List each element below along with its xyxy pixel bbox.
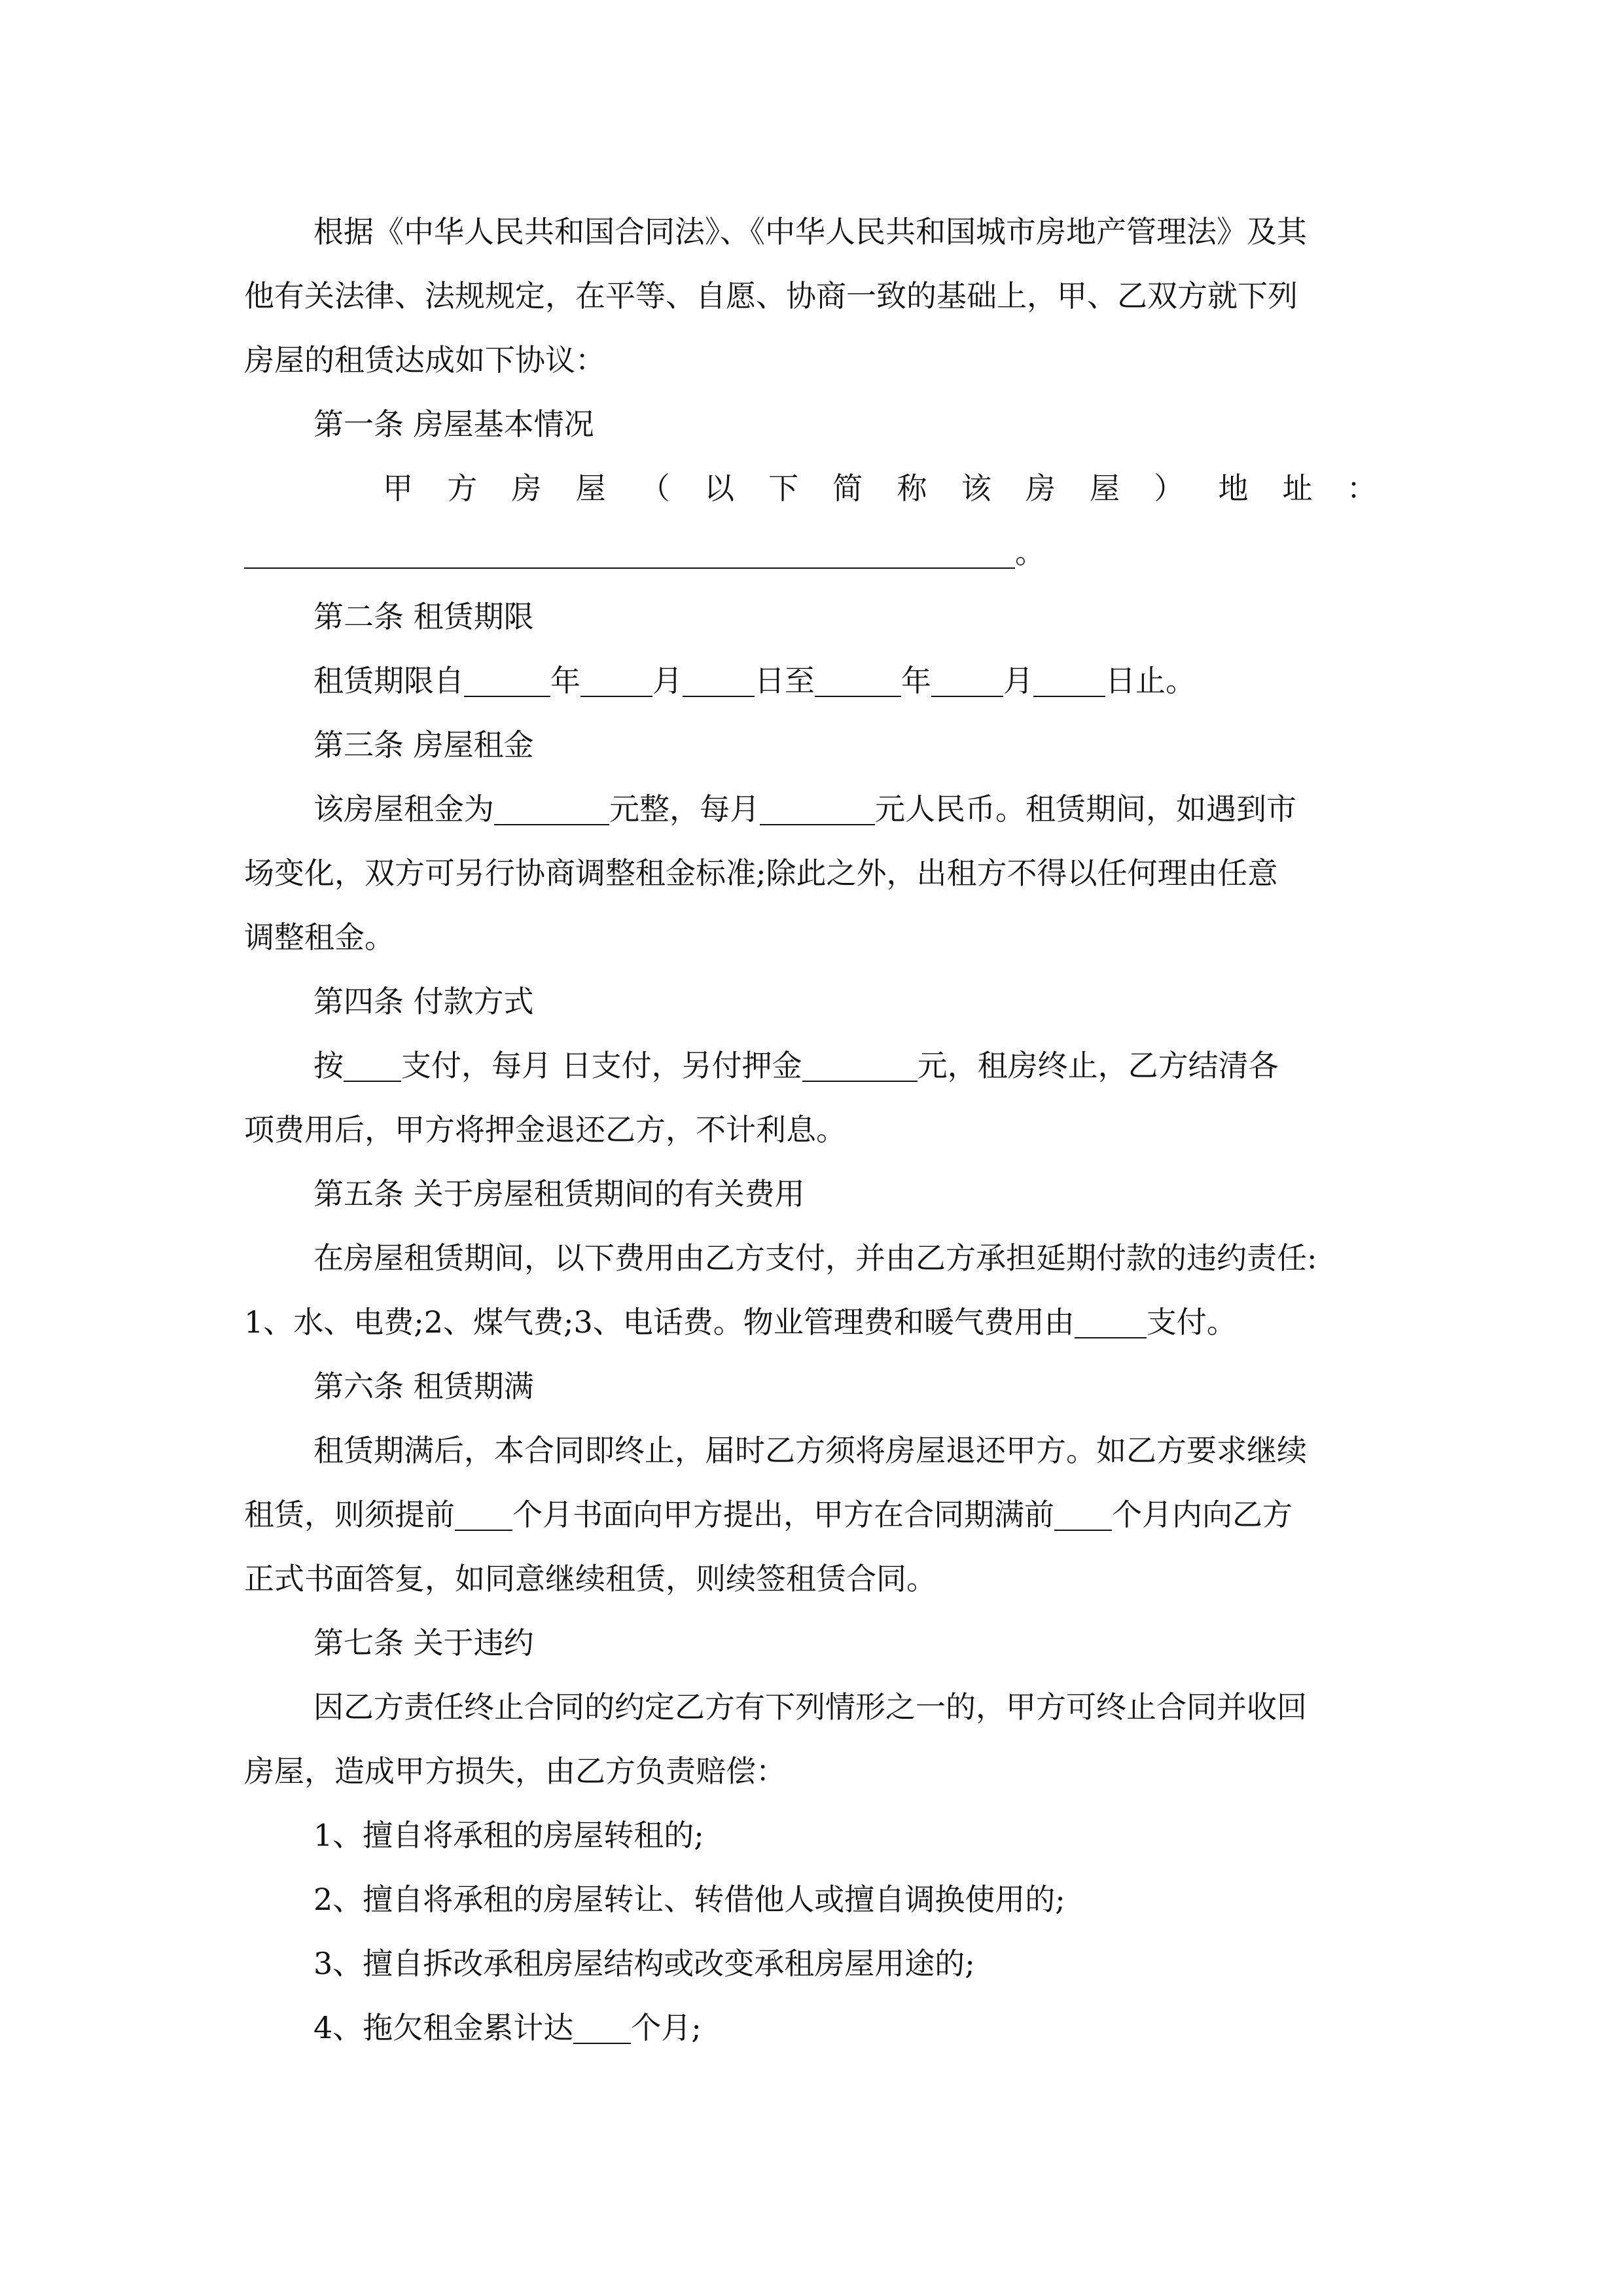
- address-char: 址: [1282, 471, 1313, 506]
- address-char: （: [639, 471, 670, 506]
- term-text: 日止。: [1105, 663, 1196, 698]
- article-6-line-3: 正式书面答复，如同意继续租赁，则续签租赁合同。: [244, 1561, 936, 1596]
- rent-text: 该房屋租金为: [313, 791, 494, 827]
- intro-line-3: 房屋的租赁达成如下协议：: [244, 342, 605, 378]
- term-text: 年: [550, 663, 580, 698]
- rent-text: 元整，每月: [609, 791, 760, 827]
- article-5-line-2: [244, 1290, 1386, 1354]
- article-2-term-line: [244, 649, 1386, 713]
- term-text: 月: [652, 663, 683, 698]
- address-char: 房: [511, 471, 542, 506]
- article-7-item-4: [244, 1996, 1386, 2060]
- end-year-blank[interactable]: [815, 664, 901, 697]
- payment-method-blank[interactable]: [344, 1049, 401, 1082]
- start-day-blank[interactable]: [683, 664, 755, 697]
- term-text: 月: [1003, 663, 1033, 698]
- article-5-line-1: 在房屋租赁期间，以下费用由乙方支付，并由乙方承担延期付款的违约责任:: [313, 1240, 1317, 1276]
- address-char: 以: [704, 471, 734, 506]
- deposit-blank[interactable]: [802, 1049, 918, 1082]
- article-7-line-2: 房屋，造成甲方损失，由乙方负责赔偿：: [244, 1753, 786, 1789]
- arrears-text: 4、拖欠租金累计达: [313, 2010, 574, 2045]
- payment-text: 按: [313, 1048, 344, 1083]
- end-month-blank[interactable]: [931, 664, 1003, 697]
- start-year-blank[interactable]: [464, 664, 550, 697]
- term-text: 年: [901, 663, 931, 698]
- address-blank[interactable]: [244, 536, 1015, 569]
- term-text: 租赁期限自: [313, 663, 464, 698]
- address-char: 房: [1025, 471, 1056, 506]
- address-char: 甲: [383, 471, 413, 506]
- article-1-title: 第一条 房屋基本情况: [313, 406, 594, 442]
- article-7-title: 第七条 关于违约: [313, 1625, 534, 1660]
- term-text: 日至: [755, 663, 815, 698]
- address-char: ：: [1346, 471, 1377, 506]
- article-7-item-1: 1、擅自将承租的房屋转租的;: [313, 1818, 704, 1853]
- article-3-title: 第三条 房屋租金: [313, 727, 534, 762]
- arrears-months-blank[interactable]: [573, 2011, 631, 2044]
- contract-page: [244, 200, 1386, 2060]
- renewal-text: 个月书面向甲方提出，甲方在合同期满前: [512, 1497, 1054, 1532]
- arrears-text: 个月;: [631, 2010, 702, 2045]
- article-2-title: 第二条 租赁期限: [313, 599, 534, 634]
- intro-line-2: 他有关法律、法规规定，在平等、自愿、协商一致的基础上，甲、乙双方就下列: [244, 278, 1298, 314]
- fees-text: 1、水、电费;2、煤气费;3、电话费。物业管理费和暖气费用由: [244, 1304, 1075, 1340]
- address-char: 屋: [575, 471, 606, 506]
- article-7-line-1: 因乙方责任终止合同的约定乙方有下列情形之一的，甲方可终止合同并收回: [313, 1689, 1307, 1725]
- article-6-line-1: 租赁期满后，本合同即终止，届时乙方须将房屋退还甲方。如乙方要求继续: [313, 1433, 1307, 1468]
- article-3-line-1: [244, 777, 1386, 841]
- rent-text: 元人民币。租赁期间，如遇到市: [875, 791, 1296, 827]
- address-char: 该: [961, 471, 991, 506]
- reply-months-blank[interactable]: [1054, 1498, 1112, 1531]
- article-3-line-3: 调整租金。: [244, 920, 395, 955]
- article-1-address-label: [244, 456, 1386, 520]
- article-1-address-line: [244, 520, 1386, 584]
- article-7-item-2: 2、擅自将承租的房屋转让、转借他人或擅自调换使用的;: [313, 1882, 1065, 1917]
- end-day-blank[interactable]: [1033, 664, 1105, 697]
- address-char: 屋: [1090, 471, 1120, 506]
- address-char: 简: [832, 471, 863, 506]
- article-4-title: 第四条 付款方式: [313, 984, 534, 1019]
- notice-months-blank[interactable]: [455, 1498, 512, 1531]
- article-6-title: 第六条 租赁期满: [313, 1369, 534, 1404]
- article-4-line-2: 项费用后，甲方将押金退还乙方，不计利息。: [244, 1112, 846, 1147]
- address-char: 地: [1218, 471, 1249, 506]
- address-char: ）: [1154, 471, 1185, 506]
- fees-payer-blank[interactable]: [1075, 1306, 1147, 1338]
- payment-text: 支付，每月 日支付，另付押金: [401, 1048, 802, 1083]
- address-char: 方: [447, 471, 478, 506]
- payment-text: 元，租房终止，乙方结清各: [917, 1048, 1279, 1083]
- article-7-item-3: 3、擅自拆改承租房屋结构或改变承租房屋用途的;: [313, 1946, 975, 1981]
- address-char: 下: [768, 471, 799, 506]
- intro-line-1: 根据《中华人民共和国合同法》、《中华人民共和国城市房地产管理法》及其: [313, 214, 1307, 249]
- renewal-text: 个月内向乙方: [1112, 1497, 1293, 1532]
- rent-monthly-blank[interactable]: [760, 793, 875, 825]
- rent-total-blank[interactable]: [494, 793, 609, 825]
- article-6-line-2: [244, 1482, 1386, 1547]
- start-month-blank[interactable]: [580, 664, 652, 697]
- fees-text: 支付。: [1146, 1304, 1237, 1340]
- article-4-line-1: [244, 1033, 1386, 1098]
- renewal-text: 租赁，则须提前: [244, 1497, 455, 1532]
- article-3-line-2: 场变化，双方可另行协商调整租金标准;除此之外，出租方不得以任何理由任意: [244, 855, 1278, 891]
- article-5-title: 第五条 关于房屋租赁期间的有关费用: [313, 1176, 805, 1211]
- address-char: 称: [897, 471, 927, 506]
- address-end: 。: [1015, 535, 1045, 570]
